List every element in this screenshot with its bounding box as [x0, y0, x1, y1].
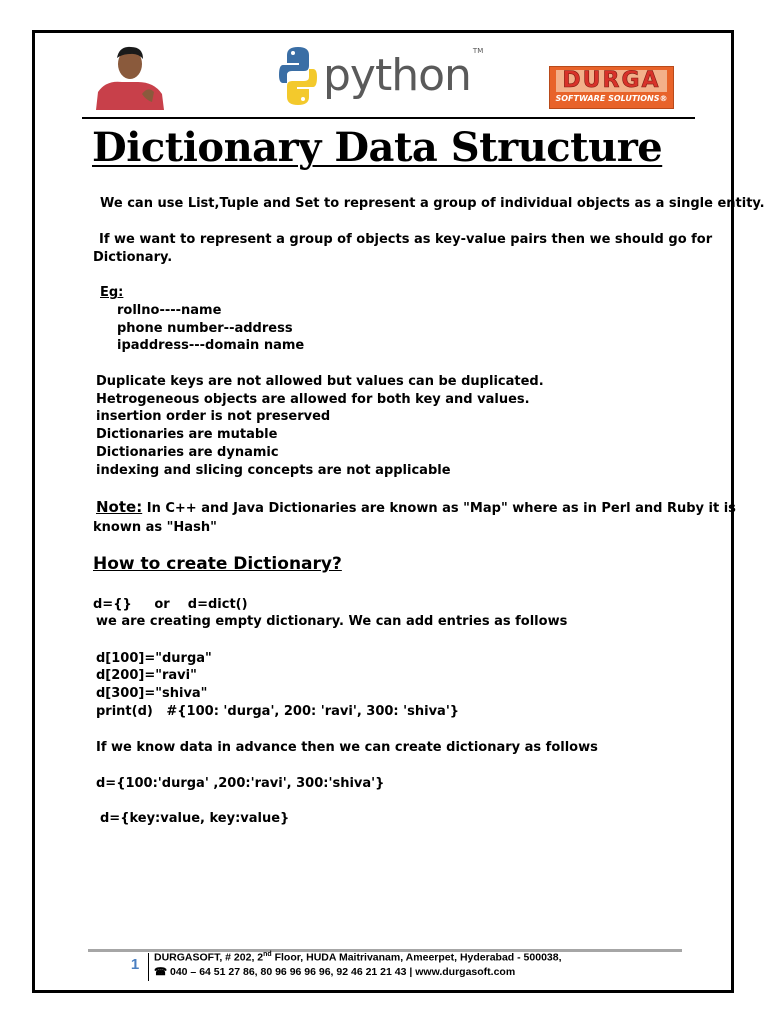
example-item: phone number--address	[117, 321, 293, 336]
note-line2: known as "Hash"	[93, 520, 217, 535]
footer-contact-text: 040 – 64 51 27 86, 80 96 96 96 96, 92 46 21 21 43 | www.durgasoft.com	[170, 966, 516, 978]
footer-contact	[154, 966, 515, 978]
section-heading: How to create Dictionary?	[93, 554, 342, 574]
durga-logo-main: DURGA	[556, 70, 667, 92]
property-item: insertion order is not preserved	[96, 409, 331, 424]
footer-address-pre: DURGASOFT, # 202, 2	[154, 951, 264, 964]
note-line1	[96, 499, 736, 518]
example-item: rollno----name	[117, 303, 222, 318]
property-item: Hetrogeneous objects are allowed for both key and values.	[96, 392, 530, 407]
dictionary-intro-line2: Dictionary.	[93, 250, 173, 265]
code-line: d[100]="durga"	[96, 651, 212, 666]
durga-logo	[549, 66, 674, 109]
python-snake-icon	[279, 45, 317, 107]
example-label: Eg:	[100, 285, 124, 300]
note-text: In C++ and Java Dictionaries are known as "Map" where as in Perl and Ruby it is	[146, 501, 736, 516]
empty-dict-syntax: d={} or d=dict()	[93, 597, 248, 612]
python-wordmark: python	[323, 50, 471, 101]
header-divider	[82, 117, 695, 119]
phone-icon: ☎	[154, 966, 170, 978]
footer-address-sup: nd	[263, 951, 272, 958]
note-label: Note:	[96, 498, 143, 516]
footer-address	[154, 951, 562, 964]
author-photo	[92, 42, 166, 110]
python-logo	[279, 45, 483, 107]
syntax-line: d={key:value, key:value}	[100, 811, 290, 826]
footer-address-post: Floor, HUDA Maitrivanam, Ameerpet, Hyderabad - 500038,	[271, 951, 562, 964]
property-item: Dictionaries are dynamic	[96, 445, 279, 460]
advance-code: d={100:'durga' ,200:'ravi', 300:'shiva'}	[96, 776, 385, 791]
empty-dict-description: we are creating empty dictionary. We can add entries as follows	[96, 614, 568, 629]
durga-logo-sub: SOFTWARE SOLUTIONS®	[555, 94, 668, 103]
page-title: Dictionary Data Structure	[92, 124, 663, 171]
trademark-symbol: TM	[472, 47, 484, 55]
page-number: 1	[130, 956, 140, 973]
dictionary-intro-line1: If we want to represent a group of objects as key-value pairs then we should go for	[99, 232, 713, 247]
footer-separator	[148, 953, 149, 981]
code-line: d[200]="ravi"	[96, 668, 197, 683]
property-item: Duplicate keys are not allowed but values can be duplicated.	[96, 374, 544, 389]
property-item: indexing and slicing concepts are not applicable	[96, 463, 451, 478]
code-line: print(d) #{100: 'durga', 200: 'ravi', 300: 'shiva'}	[96, 704, 460, 719]
code-line: d[300]="shiva"	[96, 686, 208, 701]
example-item: ipaddress---domain name	[117, 338, 305, 353]
intro-paragraph: We can use List,Tuple and Set to represent a group of individual objects as a single entity.	[100, 196, 765, 211]
property-item: Dictionaries are mutable	[96, 427, 278, 442]
advance-description: If we know data in advance then we can create dictionary as follows	[96, 740, 598, 755]
